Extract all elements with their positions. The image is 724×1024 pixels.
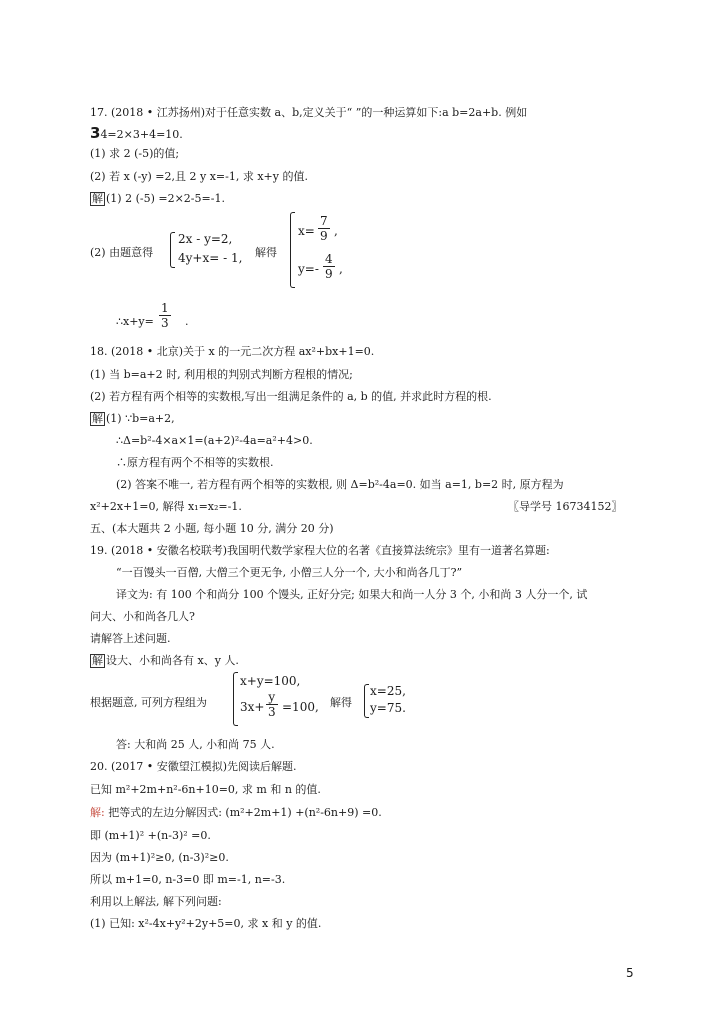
q17-y-tail: , xyxy=(339,262,343,276)
q20-sol3: 因为 (m+1)²≥0, (n-3)²≥0. xyxy=(90,851,229,864)
q19-res-eq1: x=25, xyxy=(370,684,406,698)
q17-solution-line1 xyxy=(90,192,225,206)
q20-sol1: 把等式的左边分解因式: (m²+2m+1) +(n²-6n+9) =0. xyxy=(108,806,382,819)
q19-res-eq2: y=75. xyxy=(370,701,406,715)
q19-solve-word: 解得 xyxy=(330,696,352,709)
brace-left xyxy=(170,232,175,268)
fraction-numerator: 4 xyxy=(325,252,333,266)
q17-result-prefix: ∴x+y= xyxy=(116,315,154,328)
q20-sol-label: 解: xyxy=(90,806,105,819)
q17-x-lhs: x= xyxy=(298,224,315,238)
q17-part1: (1) 求 2 (-5)的值; xyxy=(90,147,180,160)
page-number: 5 xyxy=(626,966,634,980)
q17-sys-eq1: 2x - y=2, xyxy=(178,232,233,246)
q19-answer: 答: 大和尚 25 人, 小和尚 75 人. xyxy=(116,738,275,751)
brace-left xyxy=(233,672,238,726)
q19-sol2-prefix: 根据题意, 可列方程组为 xyxy=(90,696,207,709)
q17-example-rest: 4=2×3+4=10. xyxy=(100,128,183,141)
q19-translation-2: 问大、小和尚各几人? xyxy=(90,610,195,623)
q20-sol2: 即 (m+1)² +(n-3)² =0. xyxy=(90,829,211,842)
q18-sol1: (1) ∵b=a+2, xyxy=(106,412,175,425)
q17-part2: (2) 若 x (-y) =2,且 2 y x=-1, 求 x+y 的值. xyxy=(90,170,308,183)
q17-x-tail: , xyxy=(334,224,338,238)
q19-sol1: 设大、小和尚各有 x、y 人. xyxy=(106,654,239,667)
q19-sys-eq1: x+y=100, xyxy=(240,674,301,688)
q18-sol4: (2) 答案不唯一, 若方程有两个相等的实数根, 则 Δ=b²-4a=0. 如当 a=1, b=2 时, 原方程为 xyxy=(116,478,564,491)
q18-sol5: x²+2x+1=0, 解得 x₁=x₂=-1. xyxy=(90,500,242,513)
q20-given: 已知 m²+2m+n²-6n+10=0, 求 m 和 n 的值. xyxy=(90,783,321,796)
q18-header: 18. (2018 • 北京)关于 x 的一元二次方程 ax²+bx+1=0. xyxy=(90,345,375,358)
q19-sys-eq2b: =100, xyxy=(282,700,319,714)
q20-sol5: 利用以上解法, 解下列问题: xyxy=(90,895,222,908)
brace-left xyxy=(364,684,369,718)
q19-header: 19. (2018 • 安徽名校联考)我国明代数学家程大位的名著《直接算法统宗》里有一道著名算题: xyxy=(90,544,550,557)
q20-header: 20. (2017 • 安徽望江模拟)先阅读后解题. xyxy=(90,760,297,773)
solution-tag: 解 xyxy=(92,654,103,667)
q18-sol2: ∴Δ=b²-4×a×1=(a+2)²-4a=a²+4>0. xyxy=(116,434,313,447)
q20-sol4: 所以 m+1=0, n-3=0 即 m=-1, n=-3. xyxy=(90,873,286,886)
q20-solution-line1 xyxy=(90,806,382,820)
q17-solve-word: 解得 xyxy=(255,246,277,259)
fraction-denominator: 3 xyxy=(161,316,169,330)
q19-sys-eq2a: 3x+ xyxy=(240,700,265,714)
q17-y-lhs: y=- xyxy=(298,262,319,276)
q19-translation-1: 译文为: 有 100 个和尚分 100 个馒头, 正好分完; 如果大和尚一人分 3 个, 小和尚 3 人分一个, 试 xyxy=(116,588,588,601)
q19-ask: 请解答上述问题. xyxy=(90,632,171,645)
q17-sys-eq2: 4y+x= - 1, xyxy=(178,251,243,265)
q17-y-fraction xyxy=(323,252,335,281)
q20-sol6: (1) 已知: x²-4x+y²+2y+5=0, 求 x 和 y 的值. xyxy=(90,917,322,930)
q18-sol3: ∴原方程有两个不相等的实数根. xyxy=(116,456,274,469)
fraction-numerator: 1 xyxy=(161,301,169,315)
q17-header: 17. (2018 • 江苏扬州)对于任意实数 a、b,定义关于“ ”的一种运算如下:a b=2a+b. 例如 xyxy=(90,106,528,119)
q18-part2: (2) 若方程有两个相等的实数根,写出一组满足条件的 a, b 的值, 并求此时方程的根. xyxy=(90,390,492,403)
q17-x-fraction xyxy=(318,214,330,243)
q18-part1: (1) 当 b=a+2 时, 利用根的判别式判断方程根的情况; xyxy=(90,368,353,381)
q17-result-tail: . xyxy=(185,315,189,328)
fraction-denominator: 3 xyxy=(268,705,276,719)
brace-left xyxy=(290,212,295,288)
fraction-numerator: y xyxy=(266,690,278,705)
q17-sol2-prefix: (2) 由题意得 xyxy=(90,246,154,259)
q19-sys-fraction xyxy=(266,690,278,719)
q17-example-bold: 3 xyxy=(90,124,101,142)
solution-tag: 解 xyxy=(92,412,103,425)
solution-tag: 解 xyxy=(92,192,103,205)
fraction-numerator: 7 xyxy=(320,214,328,228)
fraction-denominator: 9 xyxy=(325,267,333,281)
fraction-denominator: 9 xyxy=(320,229,328,243)
q17-example xyxy=(90,126,183,142)
q18-ref: 〖导学号 16734152〗 xyxy=(508,500,623,513)
q19-quote: “一百馒头一百僧, 大僧三个更无争, 小僧三人分一个, 大小和尚各几丁?” xyxy=(116,566,463,579)
q17-sol1: (1) 2 (-5) =2×2-5=-1. xyxy=(106,192,225,205)
section-five-heading: 五、(本大题共 2 小题, 每小题 10 分, 满分 20 分) xyxy=(90,522,334,535)
q17-result-fraction xyxy=(159,301,171,330)
q19-solution-line1 xyxy=(90,654,239,668)
q18-solution-line1 xyxy=(90,412,175,426)
